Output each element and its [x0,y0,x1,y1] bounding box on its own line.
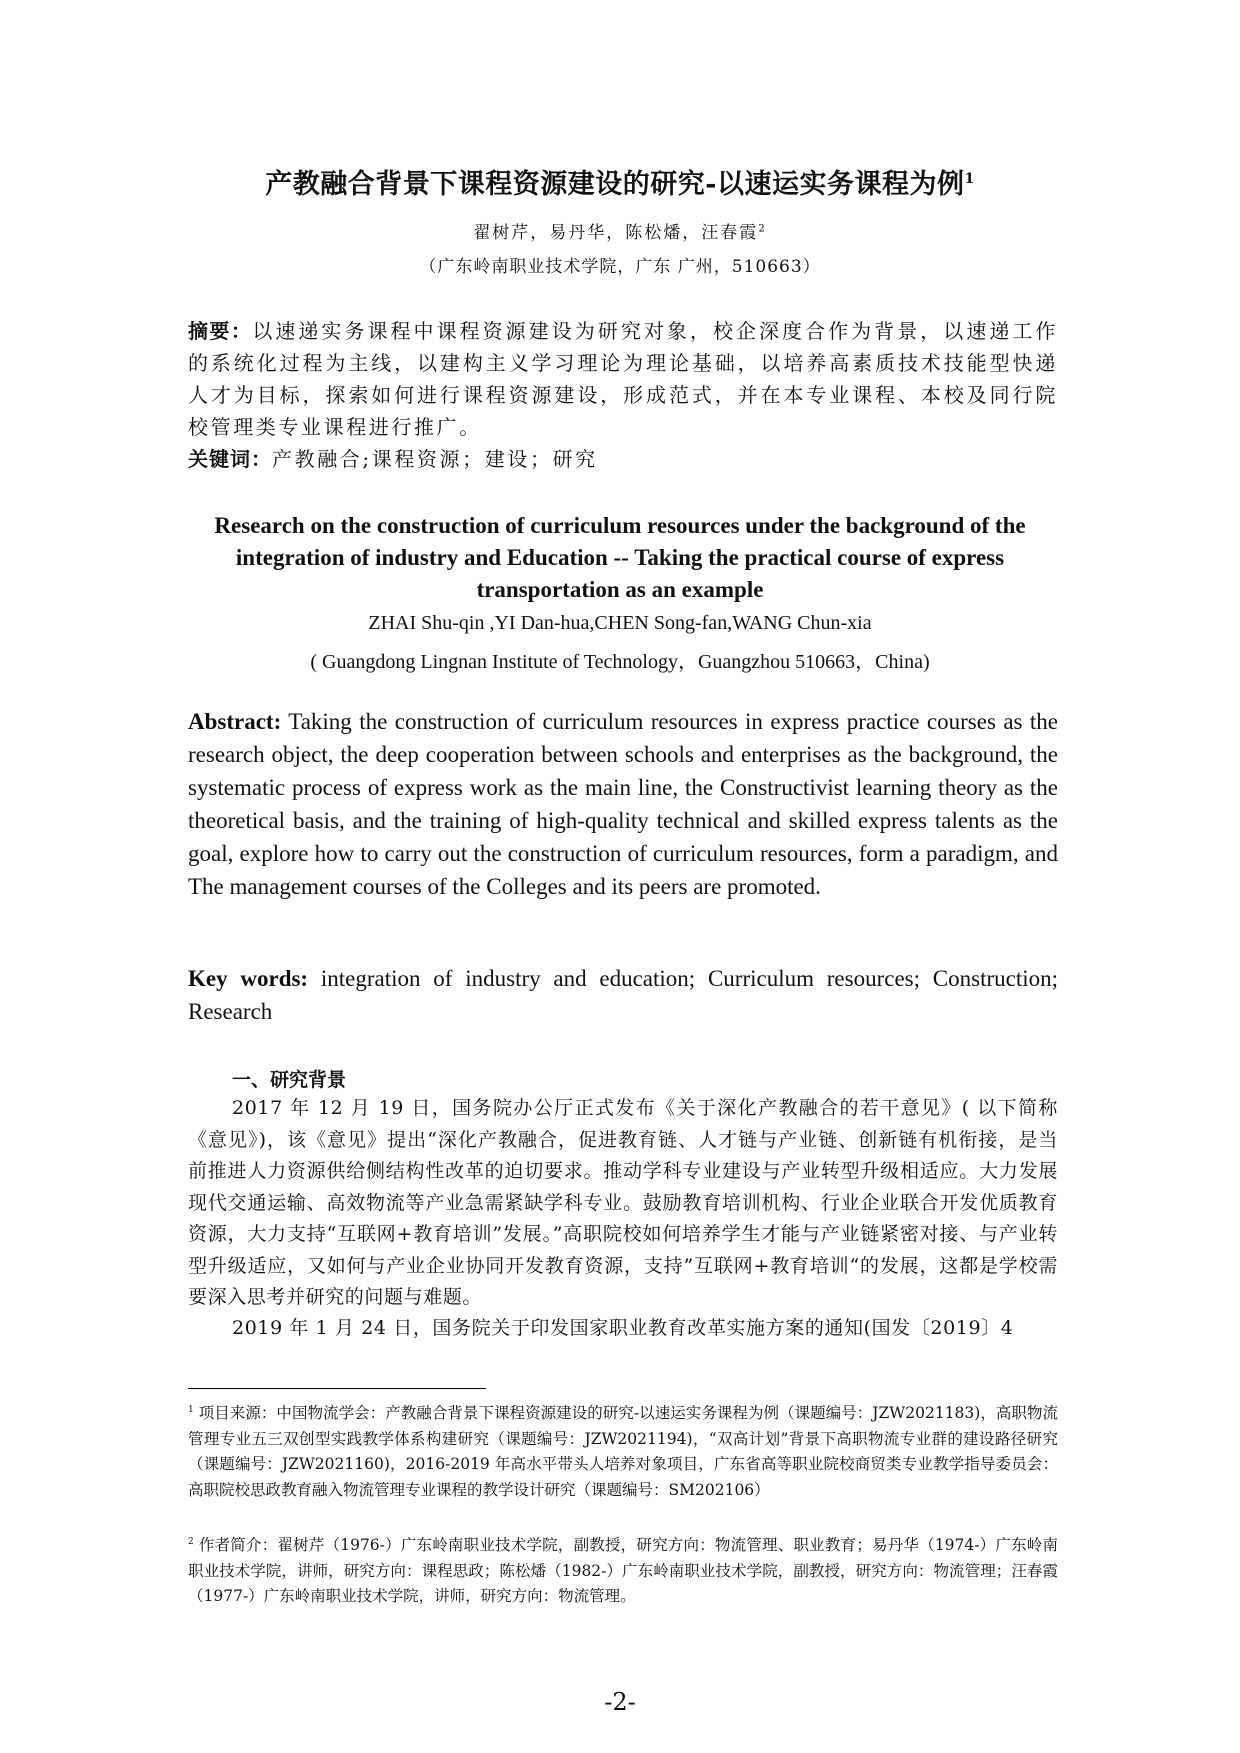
paper-title-text: 产教融合背景下课程资源建设的研究-以速运实务课程为例 [265,169,965,200]
english-abstract-text: Taking the construction of curriculum resources in express practice courses as the research object, the deep cooperation between schools and enterprises as the background, the systematic process of express work as the main line, the Constructivist learning theory as the theoretical basis, and the training of high-quality technical and skilled express talents as the goal, explore how to carry out the construction of curriculum resources, form a paradigm, and The management courses of the Colleges and its peers are promoted. [188,709,1059,899]
english-abstract-label: Abstract: [188,709,282,734]
body-paragraph-2: 2019 年 1 月 24 日，国务院关于印发国家职业教育改革实施方案的通知(国发〔2019〕4 [232,1317,1014,1339]
section-heading: 一、研究背景 [232,1069,347,1091]
author-names: 翟树芹，易丹华，陈松燔，汪春霞 [473,223,759,243]
english-authors: ZHAI Shu-qin ,YI Dan-hua,CHEN Song-fan,WANG Chun-xia [368,612,872,634]
english-abstract [188,705,1058,903]
title-footnote-mark: 1 [964,171,975,187]
footnote-divider [188,1388,486,1389]
footnote-1 [188,1398,1058,1503]
english-keywords [188,962,1058,1028]
chinese-abstract-text: 以速递实务课程中课程资源建设为研究对象，校企深度合作为背景，以速递工作的系统化过程为主线，以建构主义学习理论为理论基础，以培养高素质技术技能型快递人才为目标，探索如何进行课程资源建设，形成范式，并在本专业课程、本校及同行院校管理类专业课程进行推广。 [188,319,1059,439]
chinese-keywords-text: 产教融合;课程资源；建设；研究 [272,447,598,471]
chinese-abstract-label: 摘要： [188,319,253,343]
english-affiliation: ( Guangdong Lingnan Institute of Technology，Guangzhou 510663，China) [310,651,930,673]
english-keywords-text: integration of industry and education; Curriculum resources; Construction; Research [188,966,1059,1024]
paper-title [0,162,1240,201]
footnote-2-mark: 2 [188,1537,194,1547]
page-number: -2- [604,1688,636,1716]
footnote-2-text: 作者简介：翟树芹（1976-）广东岭南职业技术学院，副教授，研究方向：物流管理、职业教育；易丹华（1974-）广东岭南职业技术学院，讲师，研究方向：课程思政；陈松燔（1982-）广东岭南职业技术学院，副教授，研究方向：物流管理；汪春霞（1977-）广东岭南职业技术学院，讲师，研究方向：物流管理。 [188,1536,1058,1606]
english-title: Research on the construction of curriculum resources under the background of the integration of industry and Education -- Taking the practical course of express transportation as an example [214,513,1026,602]
chinese-abstract [188,315,1058,443]
affiliation: （广东岭南职业技术学院，广东 广州，510663） [419,257,821,277]
author-list [0,218,1240,243]
chinese-keywords-label: 关键词： [188,447,272,471]
footnote-1-text: 项目来源：中国物流学会：产教融合背景下课程资源建设的研究-以速运实务课程为例（课题编号：JZW2021183)，高职物流管理专业五三双创型实践教学体系构建研究（课题编号：JZW2021194)，“双高计划”背景下高职物流专业群的建设路径研究（课题编号：JZW2021160)，2016-2019 年高水平带头人培养对象项目，广东省高等职业院校商贸类专业教学指导委员会：高职院校思政教育融入物流管理专业课程的教学设计研究（课题编号：SM202106） [188,1404,1059,1499]
footnote-2 [188,1530,1058,1610]
english-keywords-label: Key words: [188,966,309,991]
chinese-keywords [188,443,1058,475]
footnote-1-mark: 1 [188,1405,194,1415]
author-footnote-mark: 2 [758,223,767,235]
body-paragraph-1: 2017 年 12 月 19 日，国务院办公厅正式发布《关于深化产教融合的若干意见》( 以下简称《意见》)，该《意见》提出“深化产教融合，促进教育链、人才链与产业链、创新链有机衔接，是当前推进人力资源供给侧结构性改革的迫切要求。推动学科专业建设与产业转型升级相适应。大力发展现代交通运输、高效物流等产业急需紧缺学科专业。鼓励教育培训机构、行业企业联合开发优质教育资源，大力支持“互联网+教育培训”发展。”高职院校如何培养学生才能与产业链紧密对接、与产业转型升级适应，又如何与产业企业协同开发教育资源，支持”互联网+教育培训“的发展，这都是学校需要深入思考并研究的问题与难题。 [188,1097,1058,1308]
